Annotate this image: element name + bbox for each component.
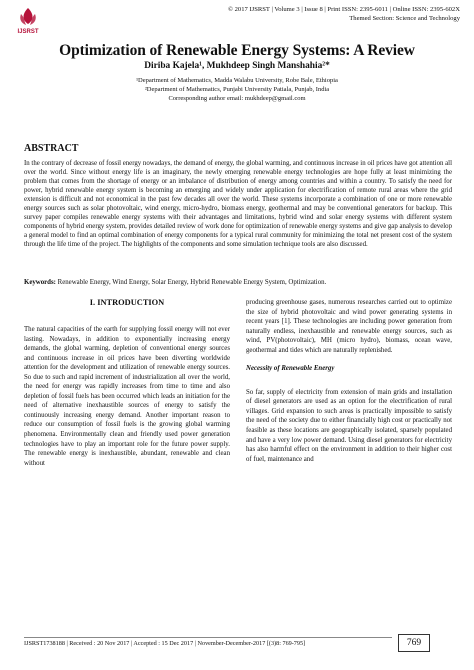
abstract-text: In the contrary of decrease of fossil energy nowadays, the demand of energy, the global warming, and continuous increase in oil prices have got attention all over the world. Since without energy life is an imaginary, the newly emerging renewable energy technologies are hope fully at least minimizing the problem that comes from the shortage of energy or an imbalance of distribution of energy among countries and within a country. To satisfy the need for power, hybrid renewable energy system is becoming an emerging and widely under application for electrification of remote rural areas where the grid extension is difficult and not economical in the past few decades all over the world. These systems incorporate a combination of one or more renewable energy sources such as solar photovoltaic, wind energy, micro-hydro, biomass energy, geothermal and may be conventional generators for backup. This survey paper compiles renewable energy systems with their advantages and limitations, hybrid wind and solar energy systems with different system components of hybrid energy system, provides detailed review of work done for optimization of renewable energy systems and give gap analysis to develop a general model to find an optimal combination of energy components for a typical rural community for minimizing the total net present cost of the system through the life time of the project. The highlights of the components and some simulation technique tools are also discussed. [24, 160, 452, 249]
correspondence-email: Corresponding author email: mukhdeep@gmail.com [168, 95, 306, 102]
affiliation-1: ¹Department of Mathematics, Madda Walabu University, Robe Bale, Ethiopia [136, 77, 338, 84]
journal-logo [12, 6, 44, 36]
intro-paragraph-left: The natural capacities of the earth for supplying fossil energy will not ever lasting. Nowadays, in addition to exponentially increasing energy demands, the global warming, depletion of conventional energy sources and continuous increase in oil prices have been diverting worldwide attention for the development and utilization of renewable energy sources. So due to such and rapid increment of industrialization all over the world, the need for energy was rapidly increases from time to time and also depletion of fossil fuels has been occurred which leads an initiation for the need of alternative inexhaustible sources of energy to satisfy the continuously increasing energy demand. Another important reason to reduce our consumption of fossil fuels is the growing global warming phenomena. Environmentally clean and friendly used power generation technologies have to play an important role for the future power supply. The renewable energy is inexhaustible, abundant, renewable and clean without [24, 326, 230, 467]
themed-section-line: Themed Section: Science and Technology [349, 14, 460, 22]
introduction-heading: I. INTRODUCTION [89, 298, 165, 307]
keywords-list: Renewable Energy, Wind Energy, Solar Energy, Hybrid Renewable Energy System, Optimization. [55, 279, 327, 286]
intro-paragraph-right-1: producing greenhouse gases, numerous researches carried out to optimize the size of hybrid photovoltaic and wind power generating systems in recent years [1]. These technologies are including power generation from naturally endless, inexhaustible and renewable energy sources, such as wind, PV(photovoltaic), MH (micro hydro), biomass, ocean wave, geothermal and tides which are naturally replenished. [246, 299, 452, 354]
journal-info-line: © 2017 IJSRST | Volume 3 | Issue 8 | Print ISSN: 2395-6011 | Online ISSN: 2395-602X [227, 6, 460, 13]
paper-title: Optimization of Renewable Energy Systems: A Review [59, 42, 415, 59]
footer-citation: IJSRST1738188 | Received : 20 Nov 2017 | Accepted : 15 Dec 2017 | November-December-2017 [(3)8: 769-795] [24, 640, 306, 647]
left-column [24, 298, 230, 468]
paper-authors: Diriba Kajela¹, Mukhdeep Singh Manshahia²* [144, 61, 330, 71]
keywords-line [24, 278, 452, 287]
journal-logo-icon [12, 6, 44, 36]
page-number: 769 [398, 634, 430, 652]
affiliation-2: ²Department of Mathematics, Punjabi University Patiala, Punjab, India [144, 86, 330, 93]
footer-rule [24, 637, 392, 638]
logo-text: IJSRST [17, 29, 39, 35]
intro-paragraph-right-2: So far, supply of electricity from extension of main grids and installation of diesel generators are used as an option for the electrification of rural villages. Grid expansion to such areas is practically impossible to satisfy the need of the society due to either financially high cost or practically not feasible as these locations are geographically isolated, sparsely populated and have a very low power demand. Using diesel generators for electricity has also harmful effect on the environment in addition to their higher cost of fuel, maintenance and [246, 388, 452, 463]
necessity-subheading: Necessity of Renewable Energy [246, 365, 335, 373]
keywords-label: Keywords: [24, 279, 56, 286]
right-column [246, 298, 452, 464]
journal-header [228, 6, 460, 23]
abstract-heading: ABSTRACT [24, 143, 79, 154]
